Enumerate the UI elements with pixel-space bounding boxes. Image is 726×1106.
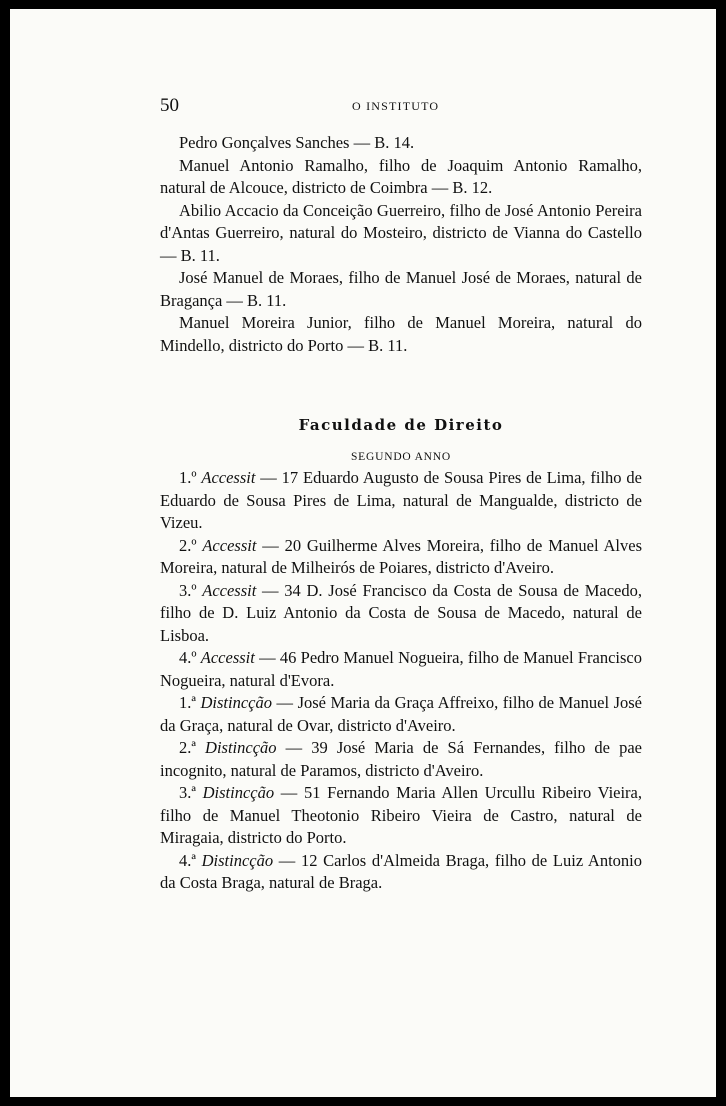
award-rank: 3.º bbox=[179, 580, 197, 600]
page-header bbox=[160, 95, 642, 119]
award-text: — 20 Guilherme Alves Moreira, filho de Manuel Alves Moreira, natural de Milheirós de Poiares, districto d'Aveiro. bbox=[160, 535, 643, 577]
award-label: Distincção bbox=[200, 693, 272, 712]
intro-entry: Abilio Accacio da Conceição Guerreiro, filho de José Antonio Pereira d'Antas Guerreiro, natural do Mosteiro, districto de Vianna do Castello — B. 11. bbox=[160, 200, 642, 265]
award-label: Accessit bbox=[200, 648, 255, 667]
award-rank: 4.ª bbox=[179, 850, 196, 870]
section-subtitle: SEGUNDO ANNO bbox=[350, 451, 451, 463]
book-page bbox=[10, 9, 716, 1097]
award-label: Distincção bbox=[205, 738, 277, 757]
intro-entry: Manuel Antonio Ramalho, filho de Joaquim Antonio Ramalho, natural de Alcouce, districto de Coimbra — B. 12. bbox=[160, 155, 642, 197]
award-text: — 51 Fernando Maria Allen Urcullu Ribeiro Vieira, filho de Manuel Theotonio Ribeiro Vieira de Castro, natural de Miragaia, districto do Porto. bbox=[160, 783, 643, 847]
page-number: 50 bbox=[160, 95, 179, 116]
award-entry bbox=[160, 692, 642, 737]
intro-entry: José Manuel de Moraes, filho de Manuel José de Moraes, natural de Bragança — B. 11. bbox=[160, 268, 642, 310]
award-label: Accessit bbox=[202, 535, 257, 555]
award-entry bbox=[160, 647, 642, 692]
running-title: O INSTITUTO bbox=[352, 99, 440, 113]
award-entry bbox=[160, 467, 642, 535]
award-entry bbox=[160, 850, 642, 895]
page-body bbox=[160, 132, 642, 895]
award-rank: 2.º bbox=[179, 535, 197, 555]
award-entry bbox=[160, 535, 642, 580]
award-rank: 2.ª bbox=[179, 738, 196, 757]
award-rank: 3.ª bbox=[179, 783, 196, 802]
award-text: — 46 Pedro Manuel Nogueira, filho de Manuel Francisco Nogueira, natural d'Evora. bbox=[160, 648, 643, 690]
intro-entry: Manuel Moreira Junior, filho de Manuel Moreira, natural do Mindello, districto do Porto — B. 11. bbox=[160, 313, 642, 355]
award-label: Accessit bbox=[202, 580, 257, 600]
award-label: Accessit bbox=[201, 468, 256, 487]
section-title: Faculdade de Direito bbox=[298, 416, 504, 434]
award-text: — 39 José Maria de Sá Fernandes, filho de pae incognito, natural de Paramos, districto d'Aveiro. bbox=[160, 738, 642, 780]
award-entry bbox=[160, 737, 642, 782]
award-rank: 1.º bbox=[179, 468, 197, 487]
award-text: — 34 D. José Francisco da Costa de Sousa de Macedo, filho de D. Luiz Antonio da Costa de Sousa de Macedo, natural de Lisboa. bbox=[160, 580, 643, 645]
award-rank: 1.ª bbox=[179, 693, 196, 712]
award-label: Distincção bbox=[202, 783, 275, 802]
intro-entry: Pedro Gonçalves Sanches — B. 14. bbox=[179, 133, 415, 152]
award-text: — 17 Eduardo Augusto de Sousa Pires de Lima, filho de Eduardo de Sousa Pires de Lima, natural de Mangualde, districto de Vizeu. bbox=[160, 468, 642, 532]
award-rank: 4.º bbox=[179, 648, 197, 667]
award-text: — José Maria da Graça Affreixo, filho de Manuel José da Graça, natural de Ovar, districto d'Aveiro. bbox=[160, 693, 642, 735]
award-text: — 12 Carlos d'Almeida Braga, filho de Luiz Antonio da Costa Braga, natural de Braga. bbox=[160, 850, 643, 892]
award-entry bbox=[160, 782, 642, 850]
award-entry bbox=[160, 580, 642, 648]
award-label: Distincção bbox=[201, 850, 274, 870]
